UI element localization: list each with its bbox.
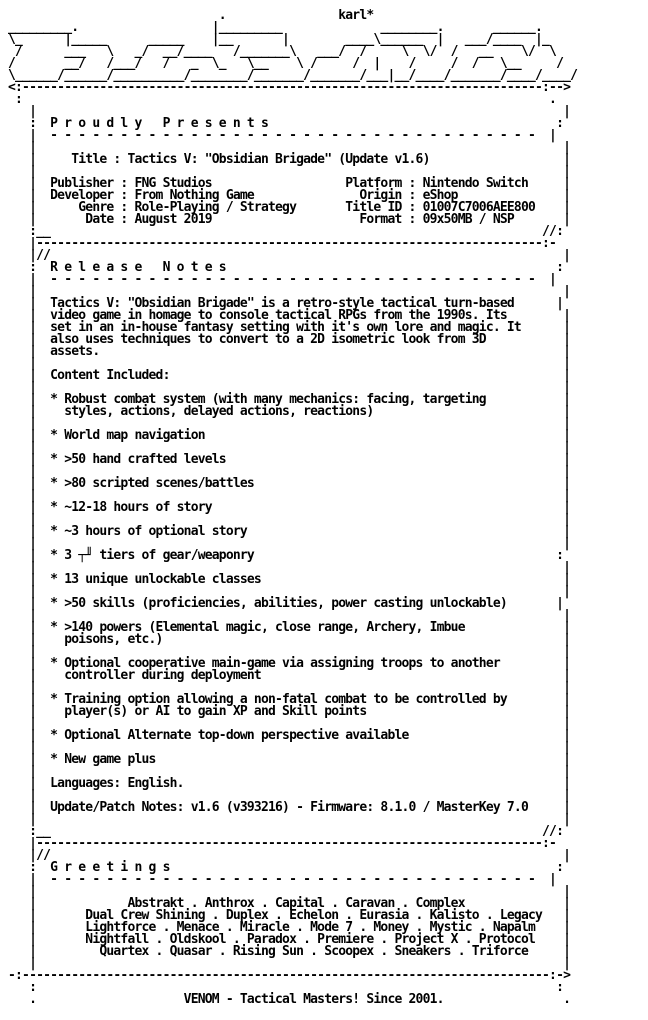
nfo-line: | * 3 ┬╜ tiers of gear/weaponry :	[8, 548, 564, 563]
nfo-line: | |	[8, 956, 571, 971]
nfo-line: | * Training option allowing a non-fatal combat to be controlled by |	[8, 692, 571, 707]
nfo-line: | player(s) or AI to gain XP and Skill points |	[8, 704, 571, 719]
nfo-line: | - - - - - - - - - - - - - - - - - - - - - - - - - - - - - - - - - - - |	[8, 872, 557, 887]
nfo-line: | |	[8, 416, 571, 431]
nfo-line: | |	[8, 884, 571, 899]
nfo-line: | Languages: English. |	[8, 776, 571, 791]
nfo-line: / __/ /___/ / _ \_ \__ \ / / | / / / \__ /	[8, 56, 564, 71]
nfo-line: -:---------------------------------------------------------------------------:->	[8, 968, 571, 983]
nfo-line: | |	[8, 512, 571, 527]
nfo-line: | * 13 unique unlockable classes |	[8, 572, 571, 587]
nfo-line: | * Robust combat system (with many mechanics: facing, targeting |	[8, 392, 571, 407]
nfo-line: | |	[8, 488, 571, 503]
nfo-line: | * ~12-18 hours of story |	[8, 500, 571, 515]
nfo-line: | |	[8, 764, 571, 779]
nfo-line: | Title : Tactics V: "Obsidian Brigade" (Update v1.6) |	[8, 152, 571, 167]
nfo-line: _________. |_________ ________. ______.	[8, 20, 543, 35]
nfo-line: |------------------------------------------------------------------------:-	[8, 236, 557, 251]
nfo-line: | * >50 skills (proficiencies, abilities, power casting unlockable) |	[8, 596, 564, 611]
nfo-line: | * >50 hand crafted levels |	[8, 452, 571, 467]
nfo-line: | Tactics V: "Obsidian Brigade" is a retro-style tactical turn-based |	[8, 296, 564, 311]
nfo-line: | * >80 scripted scenes/battles |	[8, 476, 571, 491]
nfo-line: | * Optional Alternate top-down perspective available |	[8, 728, 571, 743]
nfo-line: | styles, actions, delayed actions, reactions) |	[8, 404, 571, 419]
nfo-line: | |	[8, 560, 571, 575]
nfo-line: | Genre : Role-Playing / Strategy Title ID : 01007C7006AEE800 |	[8, 200, 571, 215]
nfo-line: / ___ \ _/ __/____ /_______\ ___/ / \ \/ / __ \/ \	[8, 44, 557, 59]
nfo-line: | controller during deployment |	[8, 668, 571, 683]
nfo-line: | Quartex . Quasar . Rising Sun . Scoopex . Sneakers . Triforce |	[8, 944, 571, 959]
nfo-line: | Abstrakt . Anthrox . Capital . Caravan . Complex |	[8, 896, 571, 911]
nfo-line: :__ //:	[8, 824, 564, 839]
nfo-line: \_ |_____ _____ |__ | ____\______ | ___/____ |_	[8, 32, 550, 47]
nfo-line: | video game in homage to console tactical RPGs from the 1990s. Its |	[8, 308, 571, 323]
nfo-line: : :	[8, 980, 564, 995]
nfo-line: | * World map navigation |	[8, 428, 571, 443]
nfo-line: | Developer : From Nothing Game Origin : eShop |	[8, 188, 571, 203]
nfo-line: |------------------------------------------------------------------------:-	[8, 836, 557, 851]
nfo-line: | also uses techniques to convert to a 2D isometric look from 3D |	[8, 332, 571, 347]
nfo-line: : .	[8, 92, 557, 107]
nfo-line: | |	[8, 284, 571, 299]
nfo-line: . VENOM - Tactical Masters! Since 2001. .	[8, 992, 571, 1007]
nfo-line: | set in an in-house fantasy setting with it's own lore and magic. It |	[8, 320, 571, 335]
nfo-line: | Lightforce . Menace . Miracle . Mode 7 . Money . Mystic . Napalm |	[8, 920, 571, 935]
nfo-line: | - - - - - - - - - - - - - - - - - - - - - - - - - - - - - - - - - - - |	[8, 128, 557, 143]
nfo-line: : P r o u d l y P r e s e n t s :	[8, 116, 564, 131]
nfo-line: | |	[8, 164, 571, 179]
nfo-line: :__ //:	[8, 224, 564, 239]
nfo-line: | Update/Patch Notes: v1.6 (v393216) - Firmware: 8.1.0 / MasterKey 7.0 |	[8, 800, 571, 815]
nfo-line: : R e l e a s e N o t e s :	[8, 260, 564, 275]
nfo-line: | - - - - - - - - - - - - - - - - - - - - - - - - - - - - - - - - - - - |	[8, 272, 557, 287]
nfo-line: | assets. |	[8, 344, 571, 359]
nfo-line: | Date : August 2019 Format : 09x50MB / NSP |	[8, 212, 571, 227]
nfo-line: | |	[8, 740, 571, 755]
nfo-line: | Publisher : FNG Studios Platform : Nintendo Switch |	[8, 176, 571, 191]
nfo-line: |// |	[8, 848, 571, 863]
nfo-line: | * ~3 hours of optional story |	[8, 524, 571, 539]
nfo-line: |// |	[8, 248, 571, 263]
nfo-line: | |	[8, 140, 571, 155]
nfo-line: | * Optional cooperative main-game via assigning troops to another |	[8, 656, 571, 671]
nfo-line: \______/______/__________/________/_______/_______/___|__/____/_______/____/____/	[8, 68, 578, 83]
nfo-line: | |	[8, 104, 571, 119]
nfo-line: | poisons, etc.) |	[8, 632, 571, 647]
nfo-line: | Dual Crew Shining . Duplex . Echelon . Eurasia . Kalisto . Legacy |	[8, 908, 571, 923]
nfo-line: <:--------------------------------------------------------------------------:-->	[8, 80, 571, 95]
nfo-line: | |	[8, 380, 571, 395]
nfo-line: | Content Included: |	[8, 368, 571, 383]
nfo-line: | |	[8, 608, 571, 623]
nfo-line: | |	[8, 680, 571, 695]
nfo-line: | |	[8, 536, 571, 551]
nfo-line: | * New game plus |	[8, 752, 571, 767]
nfo-line: | |	[8, 812, 571, 827]
nfo-line: | * >140 powers (Elemental magic, close range, Archery, Imbue |	[8, 620, 571, 635]
nfo-line: | |	[8, 716, 571, 731]
nfo-line: | |	[8, 788, 571, 803]
nfo-line: | |	[8, 356, 571, 371]
nfo-line: | |	[8, 440, 571, 455]
nfo-line: | Nightfall . Oldskool . Paradox . Premiere . Project X . Protocol |	[8, 932, 571, 947]
nfo-line: . karl*	[8, 8, 374, 23]
nfo-line: | |	[8, 584, 571, 599]
nfo-line: | |	[8, 644, 571, 659]
nfo-line: : G r e e t i n g s :	[8, 860, 564, 875]
nfo-line: | |	[8, 464, 571, 479]
